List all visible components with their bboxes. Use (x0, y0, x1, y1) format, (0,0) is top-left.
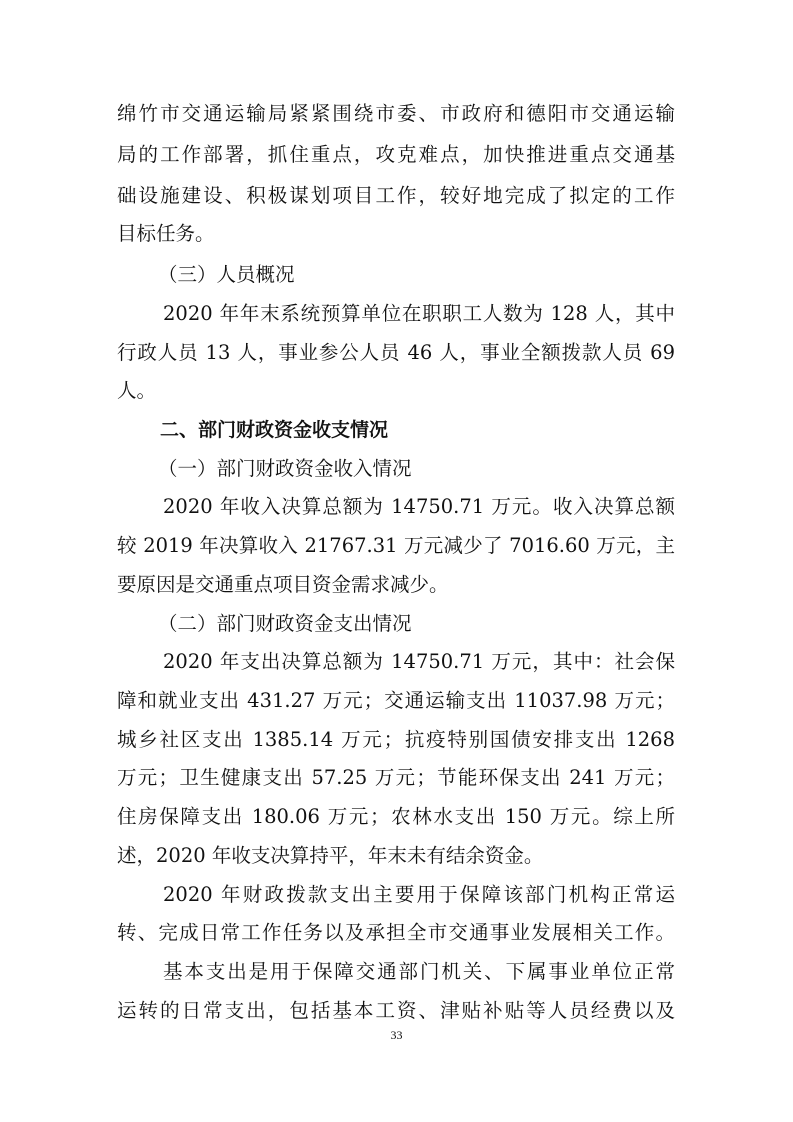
text-line: 城乡社区支出 1385.14 万元；抗疫特别国债安排支出 1268 (117, 728, 675, 751)
text-line: 础设施建设、积极谋划项目工作，较好地完成了拟定的工作 (117, 184, 675, 207)
text-line: 述，2020 年收支决算持平，年末未有结余资金。 (117, 844, 544, 867)
text-line: 2020 年财政拨款支出主要用于保障该部门机构正常运 (163, 883, 675, 906)
text-line: 运转的日常支出，包括基本工资、津贴补贴等人员经费以及 (117, 999, 675, 1022)
text-line: 人。 (117, 379, 157, 402)
text-line: 要原因是交通重点项目资金需求减少。 (117, 573, 449, 596)
text-line: 局的工作部署，抓住重点，攻克难点，加快推进重点交通基 (117, 143, 675, 166)
section-heading-finance: 二、部门财政资金收支情况 (160, 419, 389, 441)
text-line: 行政人员 13 人，事业参公人员 46 人，事业全额拨款人员 69 (117, 341, 675, 364)
text-line: 障和就业支出 431.27 万元；交通运输支出 11037.98 万元； (117, 689, 675, 712)
text-line: 2020 年收入决算总额为 14750.71 万元。收入决算总额 (163, 495, 675, 518)
text-line: 万元；卫生健康支出 57.25 万元；节能环保支出 241 万元； (117, 766, 675, 789)
page-number: 33 (390, 1028, 403, 1042)
text-line: 住房保障支出 180.06 万元；农林水支出 150 万元。综上所 (117, 805, 675, 828)
text-line: 转、完成日常工作任务以及承担全市交通事业发展相关工作。 (117, 921, 675, 944)
text-line: 较 2019 年决算收入 21767.31 万元减少了 7016.60 万元，主 (117, 534, 675, 557)
section-heading-expenditure: （二）部门财政资金支出情况 (158, 612, 412, 635)
text-line: 目标任务。 (117, 222, 215, 245)
text-line: 绵竹市交通运输局紧紧围绕市委、市政府和德阳市交通运输 (117, 102, 675, 125)
section-heading-income: （一）部门财政资金收入情况 (158, 457, 412, 480)
text-line: 2020 年支出决算总额为 14750.71 万元，其中：社会保 (163, 650, 675, 673)
text-line: 2020 年年末系统预算单位在职职工人数为 128 人，其中 (163, 302, 675, 325)
text-line: 基本支出是用于保障交通部门机关、下属事业单位正常 (163, 960, 675, 983)
section-heading-personnel: （三）人员概况 (158, 263, 295, 286)
